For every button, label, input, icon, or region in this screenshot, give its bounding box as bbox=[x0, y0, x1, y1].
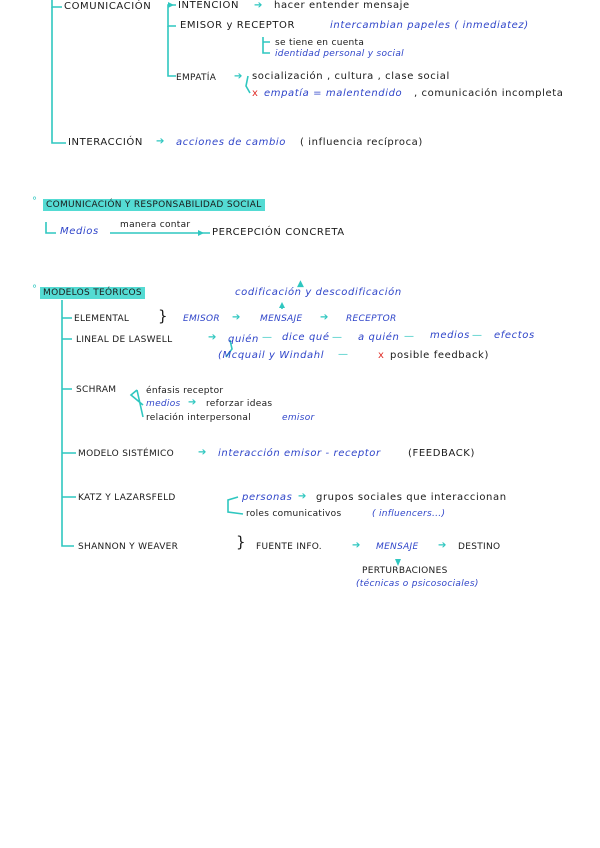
section-title-modelos: MODELOS TEÓRICOS bbox=[40, 287, 145, 299]
sistemico-label: MODELO SISTÉMICO bbox=[78, 449, 174, 459]
percepcion-text: PERCEPCIÓN CONCRETA bbox=[212, 227, 345, 238]
relacion-text: relación interpersonal bbox=[146, 413, 252, 423]
reforzar-text: reforzar ideas bbox=[206, 399, 273, 409]
arrow-right-icon: ➔ bbox=[234, 71, 243, 82]
acciones-text: acciones de cambio bbox=[176, 137, 286, 148]
comunicacion-label: COMUNICACIÓN bbox=[64, 1, 152, 12]
receptor-text: RECEPTOR bbox=[346, 314, 397, 324]
enfasis-text: énfasis receptor bbox=[146, 386, 224, 396]
emisor-receptor-label: EMISOR y RECEPTOR bbox=[180, 20, 296, 31]
dash: — bbox=[332, 332, 343, 343]
empatia-label: EMPATÍA bbox=[176, 73, 217, 83]
mensaje-shannon-text: MENSAJE bbox=[376, 542, 419, 552]
medios-text: Medios bbox=[60, 226, 99, 237]
intencion-label: INTENCIÓN bbox=[178, 0, 240, 11]
intencion-result: hacer entender mensaje bbox=[274, 0, 410, 11]
se-tiene-text: se tiene en cuenta bbox=[275, 38, 365, 48]
influencia-text: ( influencia recíproca) bbox=[300, 137, 423, 148]
arrow-right-icon: ➔ bbox=[188, 397, 197, 408]
brace-icon: } bbox=[158, 307, 169, 325]
arrow-right-icon: ➔ bbox=[352, 540, 361, 551]
personas-text: personas bbox=[242, 492, 293, 503]
arrow-right-icon: ➔ bbox=[254, 0, 263, 11]
comunicacion-incompleta: , comunicación incompleta bbox=[414, 88, 564, 99]
influencers-text: ( influencers...) bbox=[372, 509, 446, 519]
identidad-text: identidad personal y social bbox=[275, 49, 404, 59]
quien-text: quién bbox=[228, 334, 259, 345]
mcquail-text: (Mcquail y Windahl bbox=[218, 350, 325, 361]
emisor-schram-text: emisor bbox=[282, 413, 315, 423]
roles-text: roles comunicativos bbox=[246, 509, 342, 519]
medios-laswell-text: medios bbox=[430, 330, 470, 341]
arrow-right-icon: ➔ bbox=[320, 312, 329, 323]
section-title-responsabilidad: COMUNICACIÓN Y RESPONSABILIDAD SOCIAL bbox=[43, 199, 265, 211]
posible-feedback-text: posible feedback) bbox=[390, 350, 489, 361]
dice-que-text: dice qué bbox=[282, 332, 330, 343]
efectos-text: efectos bbox=[494, 330, 535, 341]
arrow-right-icon: ➔ bbox=[156, 136, 165, 147]
lineal-label: LINEAL DE LASWELL bbox=[76, 335, 173, 345]
a-quien-text: a quién bbox=[358, 332, 400, 343]
feedback-text: (FEEDBACK) bbox=[408, 448, 475, 459]
bullet: ° bbox=[32, 284, 38, 295]
shannon-label: SHANNON Y WEAVER bbox=[78, 542, 179, 552]
interaccion-er-text: interacción emisor - receptor bbox=[218, 448, 381, 459]
emisor-text: EMISOR bbox=[183, 314, 220, 324]
fuente-text: FUENTE INFO. bbox=[256, 542, 322, 552]
x-mark: x bbox=[252, 88, 259, 99]
dash: — bbox=[404, 331, 415, 342]
x-mark: x bbox=[378, 350, 385, 361]
grupos-text: grupos sociales que interaccionan bbox=[316, 492, 507, 503]
medios-schram-text: medios bbox=[146, 399, 181, 409]
bullet: ° bbox=[32, 196, 38, 207]
arrow-right-icon: ➔ bbox=[232, 312, 241, 323]
tecnicas-text: (técnicas o psicosociales) bbox=[356, 579, 479, 589]
interaccion-label: INTERACCIÓN bbox=[68, 137, 143, 148]
arrow-right-icon: ➔ bbox=[298, 491, 307, 502]
intercambian-text: intercambian papeles ( inmediatez) bbox=[330, 20, 529, 31]
arrow-right-icon: ➔ bbox=[438, 540, 447, 551]
mensaje-text: MENSAJE bbox=[260, 314, 303, 324]
brace-icon: } bbox=[236, 533, 247, 551]
schram-label: SCHRAM bbox=[76, 385, 117, 395]
dash: — bbox=[472, 330, 483, 341]
arrow-up-icon: ▲ bbox=[297, 279, 304, 289]
destino-text: DESTINO bbox=[458, 542, 501, 552]
katz-label: KATZ Y LAZARSFELD bbox=[78, 493, 176, 503]
socializacion-text: socialización , cultura , clase social bbox=[252, 71, 450, 82]
perturbaciones-text: PERTURBACIONES bbox=[362, 566, 448, 576]
elemental-label: ELEMENTAL bbox=[74, 314, 130, 324]
arrow-right-icon: ➔ bbox=[208, 332, 217, 343]
dash: — bbox=[262, 332, 273, 343]
arrow-right-icon: ➔ bbox=[198, 447, 207, 458]
empatia-malentendido: empatía = malentendido bbox=[264, 88, 403, 99]
manera-text: manera contar bbox=[120, 220, 191, 230]
dash: — bbox=[338, 349, 349, 360]
codificacion-text: codificación y descodificación bbox=[235, 287, 402, 298]
